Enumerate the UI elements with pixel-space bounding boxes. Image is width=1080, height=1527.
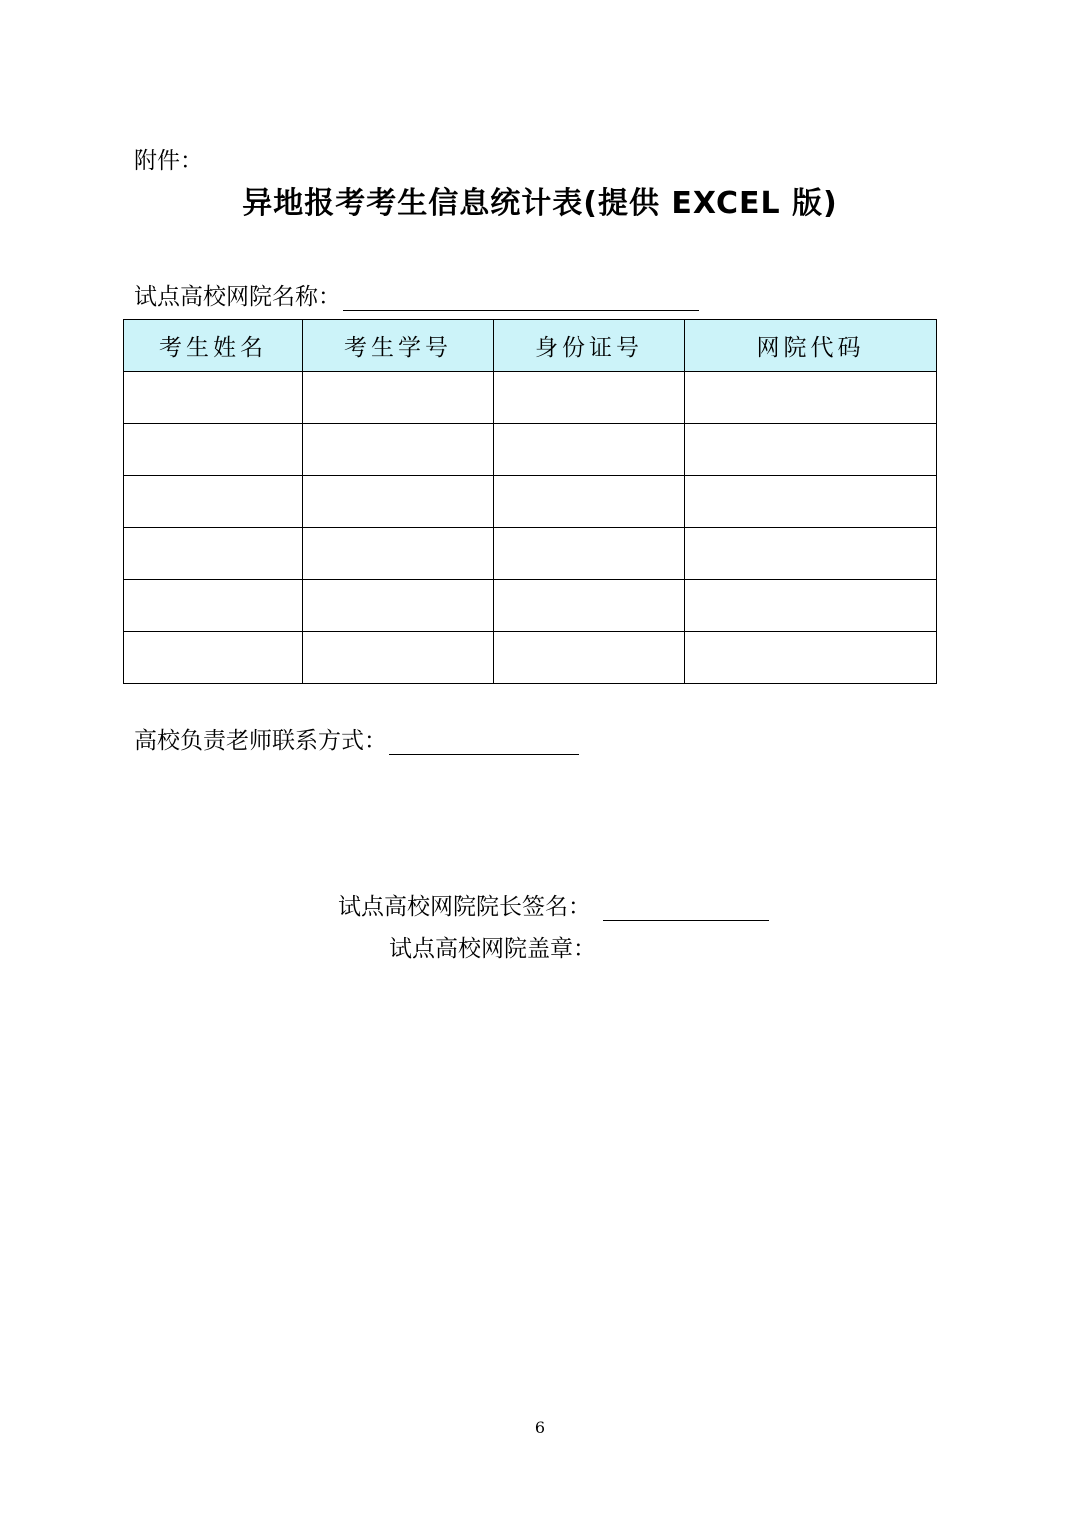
table-cell[interactable] (494, 528, 685, 580)
page-number: 6 (534, 1418, 546, 1437)
teacher-contact-blank[interactable] (389, 728, 579, 755)
table-cell[interactable] (494, 476, 685, 528)
table-cell[interactable] (124, 528, 303, 580)
table-cell[interactable] (494, 424, 685, 476)
table-cell[interactable] (303, 580, 494, 632)
table-cell[interactable] (124, 632, 303, 684)
dean-signature-blank[interactable] (603, 894, 769, 921)
table-cell[interactable] (685, 476, 937, 528)
table-cell[interactable] (303, 528, 494, 580)
table-row (124, 580, 937, 632)
table-cell[interactable] (303, 632, 494, 684)
school-name-field (134, 278, 699, 311)
dean-signature-field (338, 888, 769, 921)
page-title: 异地报考考生信息统计表(提供 EXCEL 版) (242, 186, 838, 221)
school-name-blank[interactable] (343, 284, 699, 311)
dean-signature-label: 试点高校网院院长签名： (338, 894, 591, 920)
attachment-label: 附件： (134, 148, 203, 174)
seal-label: 试点高校网院盖章： (389, 936, 596, 962)
table-row (124, 424, 937, 476)
table-row (124, 632, 937, 684)
table-row (124, 528, 937, 580)
table-cell[interactable] (124, 372, 303, 424)
table-cell[interactable] (494, 372, 685, 424)
table-cell[interactable] (685, 372, 937, 424)
student-info-table (123, 319, 937, 684)
table-header-row (124, 320, 937, 372)
table-cell[interactable] (124, 424, 303, 476)
header-id-card-number: 身份证号 (494, 320, 685, 372)
table-cell[interactable] (303, 476, 494, 528)
seal-field (389, 930, 596, 963)
table-cell[interactable] (685, 424, 937, 476)
school-name-label: 试点高校网院名称： (134, 284, 341, 310)
header-student-id: 考生学号 (303, 320, 494, 372)
teacher-contact-label: 高校负责老师联系方式： (134, 728, 387, 754)
header-school-code: 网院代码 (685, 320, 937, 372)
table-cell[interactable] (685, 528, 937, 580)
table-row (124, 476, 937, 528)
header-student-name: 考生姓名 (124, 320, 303, 372)
table-cell[interactable] (124, 580, 303, 632)
table-cell[interactable] (685, 632, 937, 684)
table-cell[interactable] (494, 632, 685, 684)
table-cell[interactable] (494, 580, 685, 632)
table-cell[interactable] (303, 424, 494, 476)
table-cell[interactable] (303, 372, 494, 424)
table-row (124, 372, 937, 424)
table-cell[interactable] (685, 580, 937, 632)
teacher-contact-field (134, 722, 579, 755)
table-cell[interactable] (124, 476, 303, 528)
